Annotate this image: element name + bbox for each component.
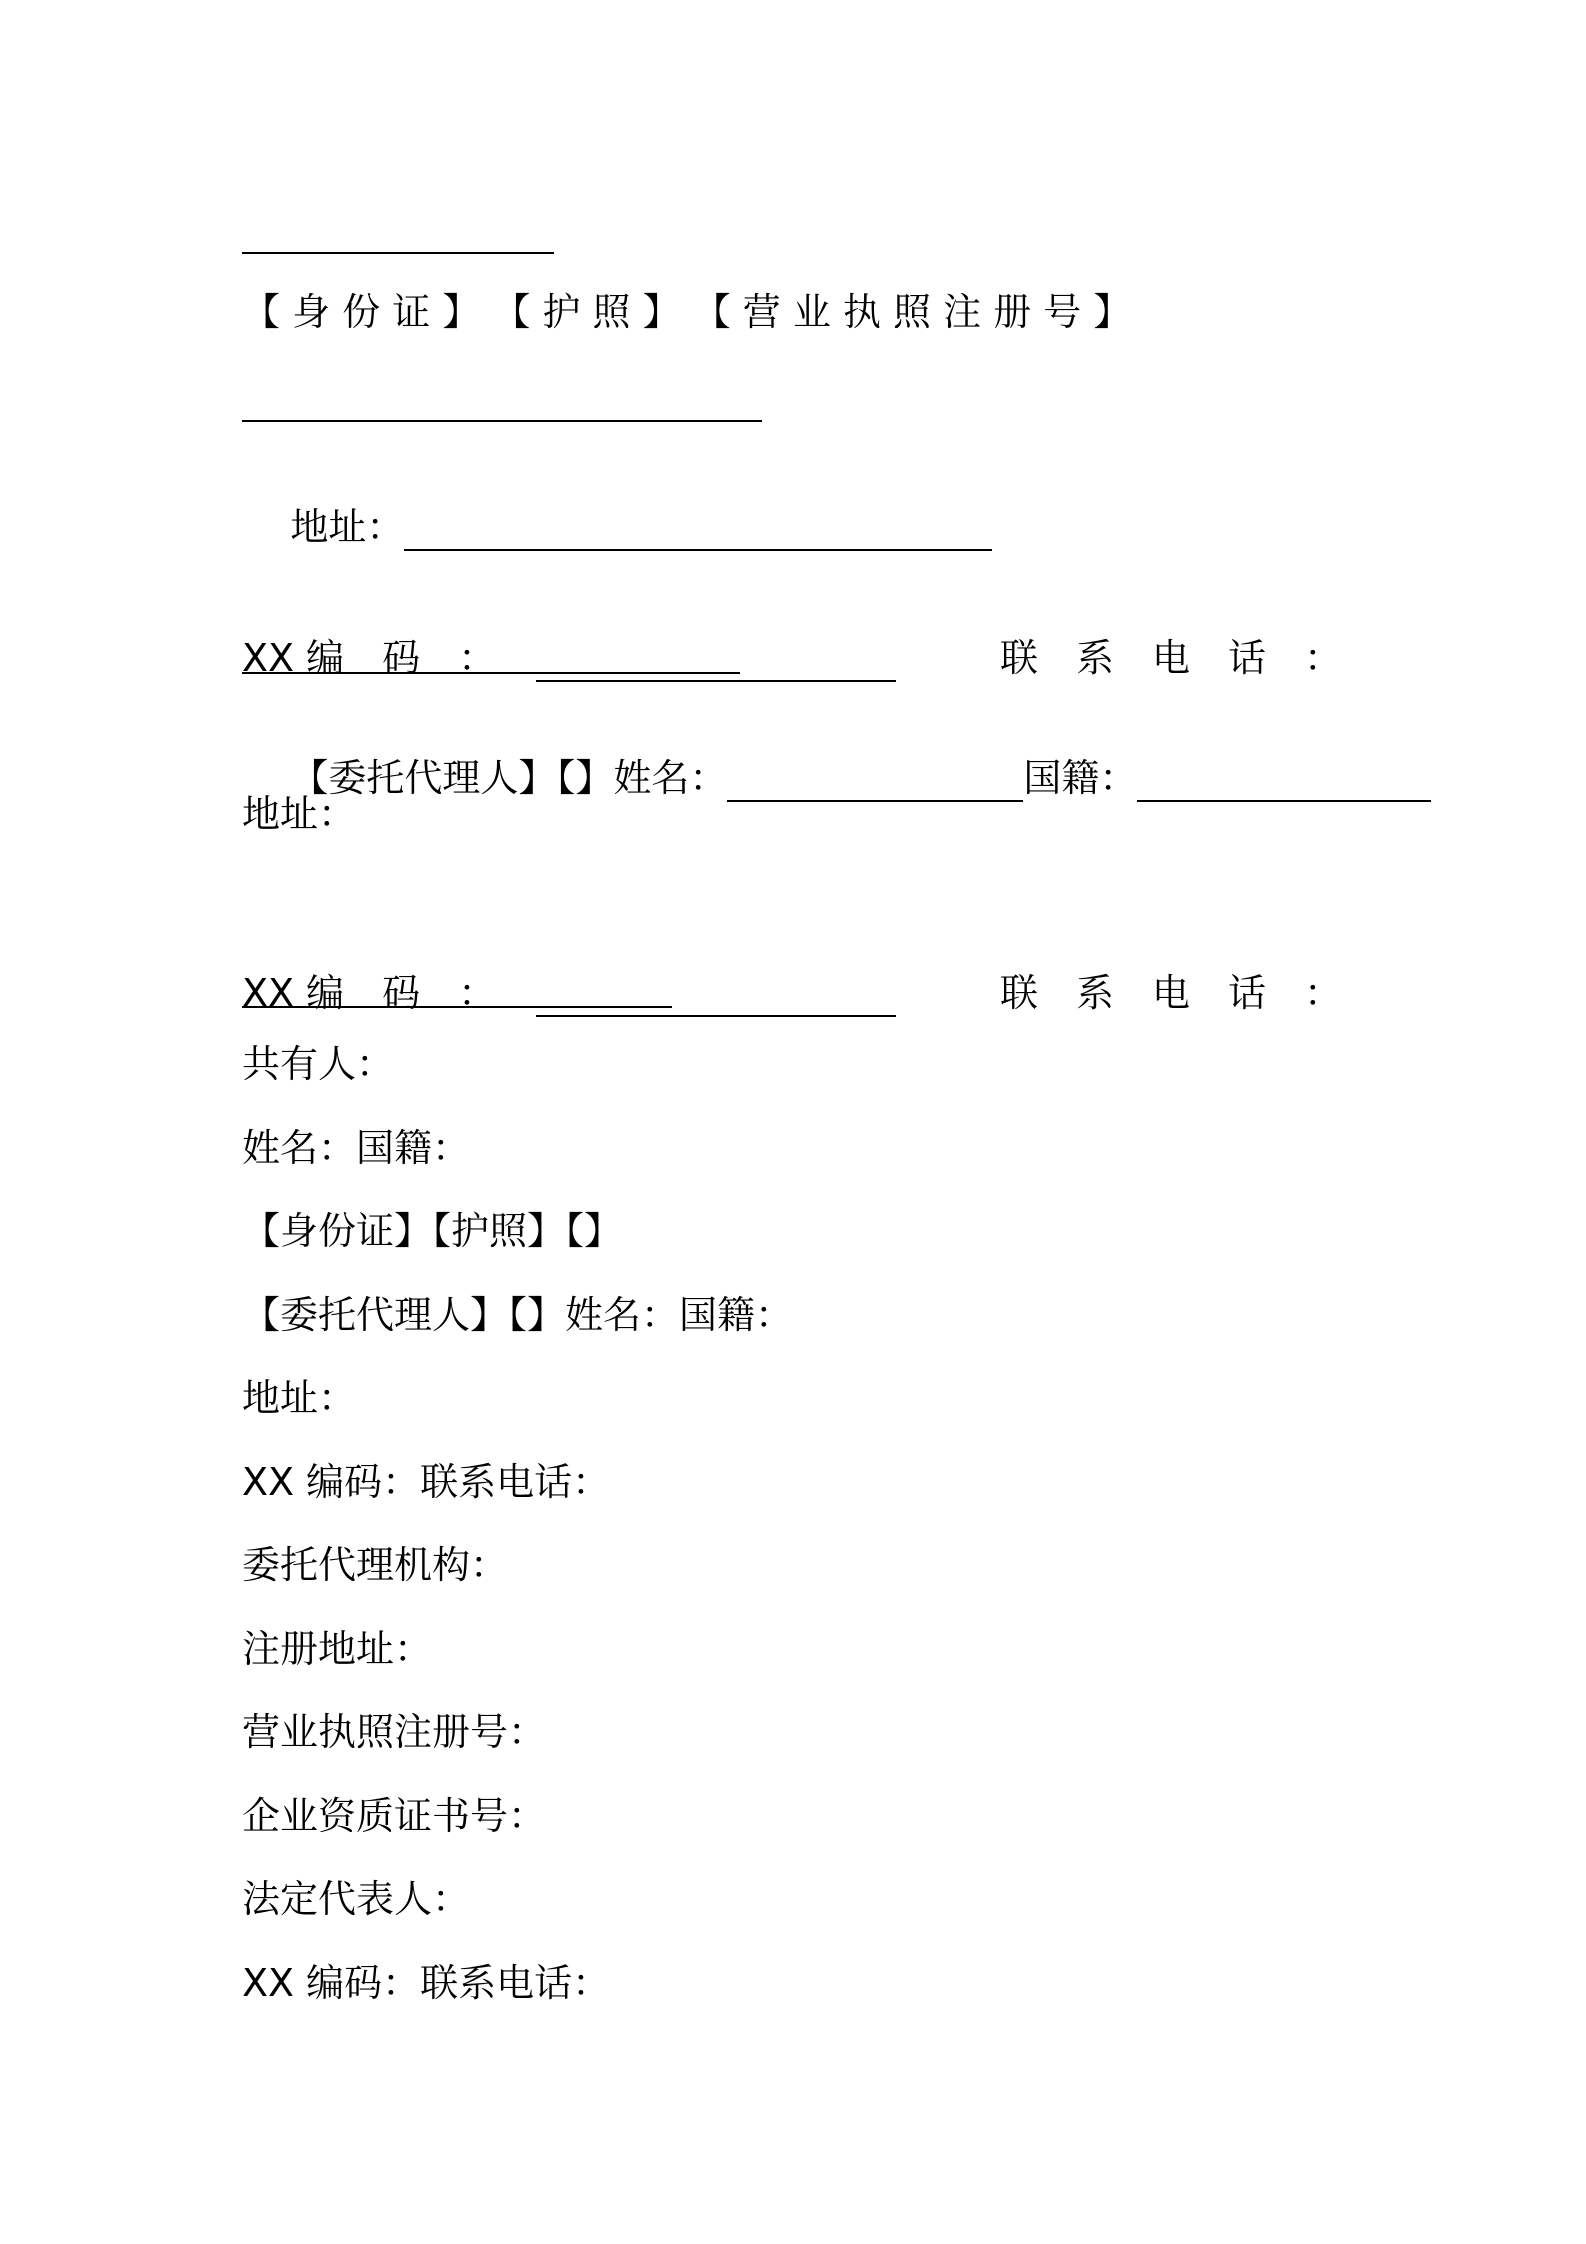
agency-line: 委托代理机构： xyxy=(242,1543,509,1587)
address-line: 地址： xyxy=(242,1376,357,1420)
registered-address-line: 注册地址： xyxy=(242,1627,433,1671)
postcode-blank xyxy=(536,650,896,682)
postcode-blank xyxy=(536,985,896,1017)
postcode-phone-line xyxy=(242,873,1342,1113)
phone-label: 联 系 电 话 ： xyxy=(999,636,1342,680)
agent-name-blank xyxy=(727,770,1023,802)
id-types-line: 【身份证】【护照】【】 xyxy=(242,1209,623,1253)
postcode-phone-line: XX 编码：联系电话： xyxy=(242,1961,611,2005)
agent-label: 【委托代理人】【】姓名： xyxy=(290,756,728,800)
address-line: 地址： xyxy=(242,792,357,836)
business-license-line: 营业执照注册号： xyxy=(242,1710,547,1754)
postcode-label: XX 编 码 ： xyxy=(242,636,497,680)
phone-label: 联 系 电 话 ： xyxy=(999,971,1342,1015)
nationality-label: 国籍： xyxy=(1023,756,1138,800)
blank-line xyxy=(242,250,554,254)
nationality-blank xyxy=(1137,770,1431,802)
agent-line xyxy=(242,706,1431,850)
qualification-cert-line: 企业资质证书号： xyxy=(242,1794,547,1838)
address-label: 地址： xyxy=(290,505,405,549)
agent-line: 【委托代理人】【】姓名：国籍： xyxy=(242,1293,794,1337)
id-types-line: 【 身 份 证 】 【 护 照 】 【 营 业 执 照 注 册 号 】 xyxy=(242,290,1132,334)
blank-line xyxy=(242,1004,672,1008)
co-owner-line: 共有人： xyxy=(242,1042,395,1086)
name-nationality-line: 姓名：国籍： xyxy=(242,1126,471,1170)
postcode-phone-line: XX 编码：联系电话： xyxy=(242,1460,611,1504)
blank-line xyxy=(242,418,762,422)
postcode-label: XX 编 码 ： xyxy=(242,971,497,1015)
blank-line xyxy=(242,670,740,674)
legal-representative-line: 法定代表人： xyxy=(242,1877,471,1921)
